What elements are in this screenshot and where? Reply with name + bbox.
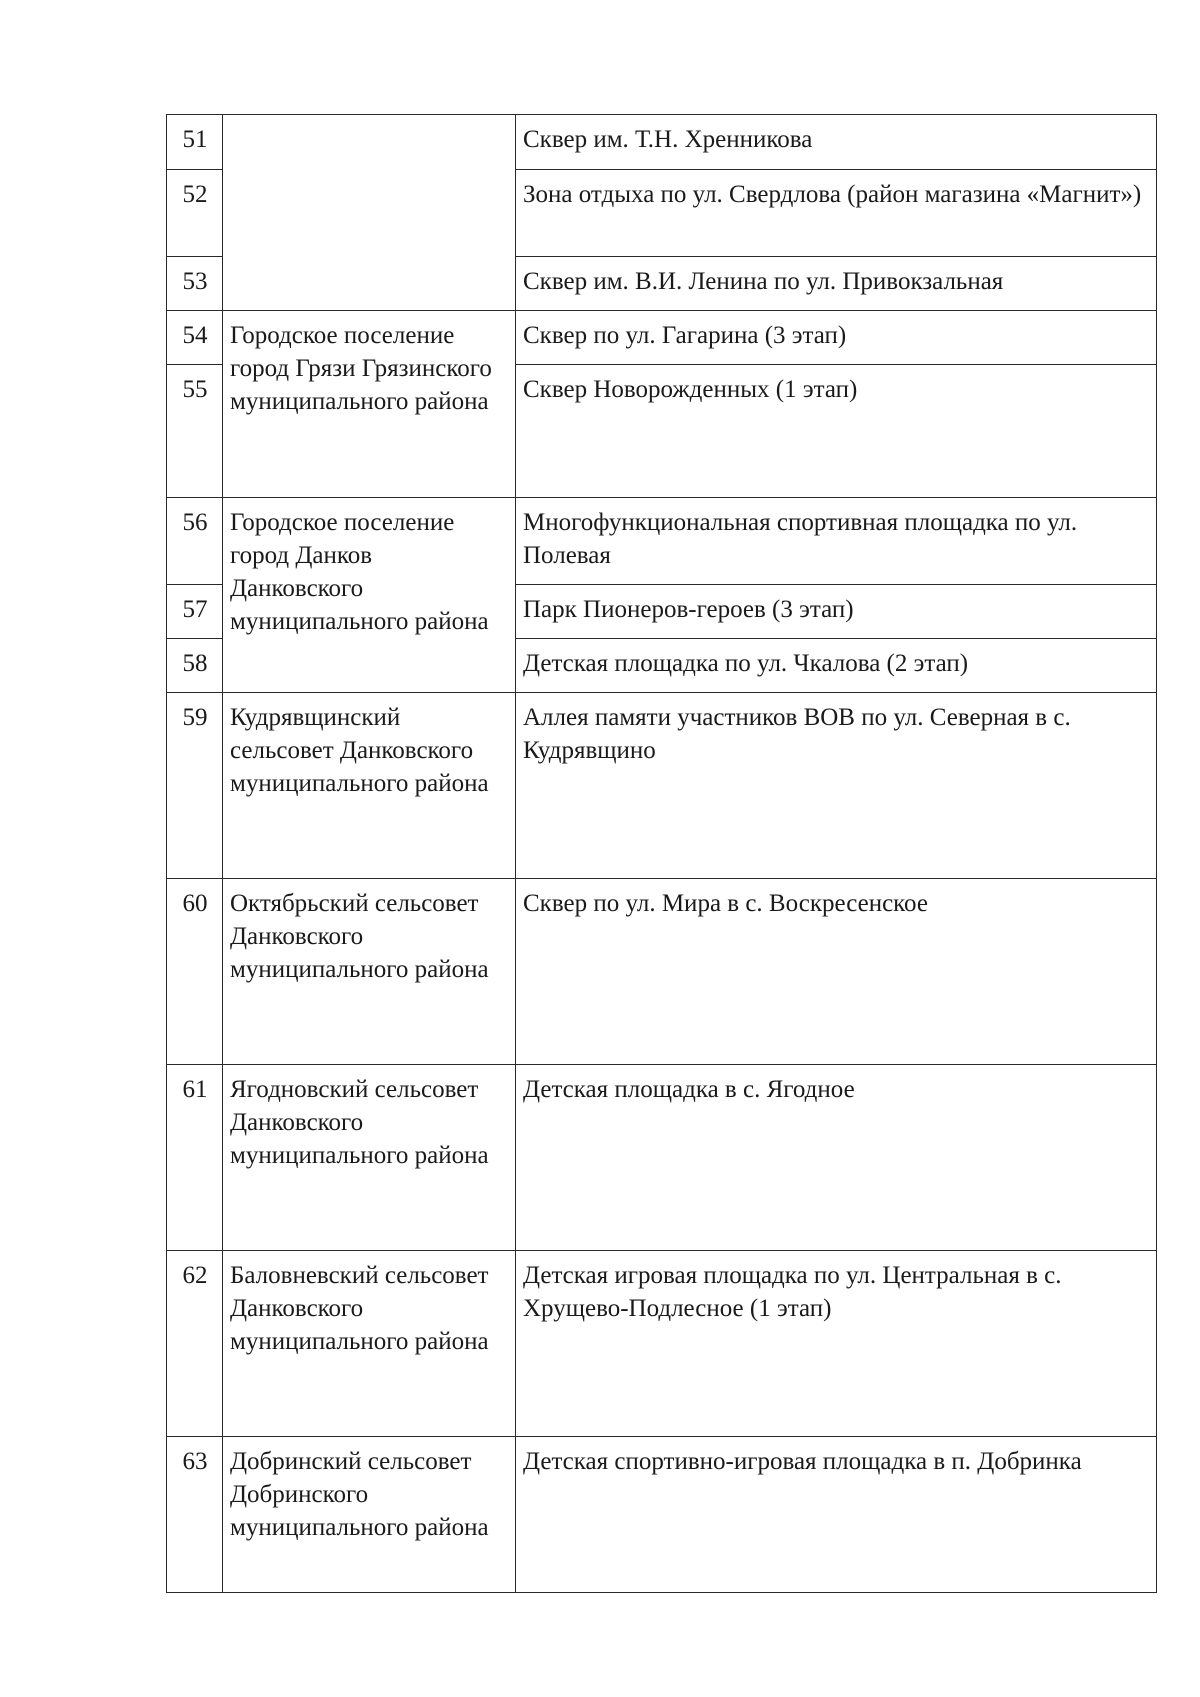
object-cell: Зона отдыха по ул. Свердлова (район магазина «Магнит») [516,170,1157,257]
row-number: 57 [167,585,223,639]
row-number: 63 [167,1437,223,1593]
municipality-cell: Баловневский сельсовет Данковского муниципального района [223,1251,516,1437]
row-number: 60 [167,879,223,1065]
objects-table [166,114,1157,1593]
object-cell: Детская площадка по ул. Чкалова (2 этап) [516,639,1157,693]
row-number: 53 [167,257,223,311]
row-number: 52 [167,170,223,257]
row-number: 59 [167,693,223,879]
object-cell: Сквер Новорожденных (1 этап) [516,365,1157,498]
object-cell: Сквер им. Т.Н. Хренникова [516,115,1157,170]
table-row [167,693,1157,879]
table-row [167,498,1157,585]
row-number: 55 [167,365,223,498]
object-cell: Сквер по ул. Мира в с. Воскресенское [516,879,1157,1065]
municipality-cell: Октябрьский сельсовет Данковского муниципального района [223,879,516,1065]
row-number: 51 [167,115,223,170]
municipality-cell: Кудрявщинский сельсовет Данковского муниципального района [223,693,516,879]
object-cell: Детская спортивно-игровая площадка в п. Добринка [516,1437,1157,1593]
object-cell: Аллея памяти участников ВОВ по ул. Северная в с. Кудрявщино [516,693,1157,879]
object-cell: Детская игровая площадка по ул. Центральная в с. Хрущево-Подлесное (1 этап) [516,1251,1157,1437]
row-number: 58 [167,639,223,693]
municipality-cell [223,115,516,311]
object-cell: Детская площадка в с. Ягодное [516,1065,1157,1251]
municipality-cell: Городское поселение город Данков Данковского муниципального района [223,498,516,693]
table-row [167,311,1157,365]
table-row [167,1065,1157,1251]
object-cell: Сквер им. В.И. Ленина по ул. Привокзальная [516,257,1157,311]
object-cell: Парк Пионеров-героев (3 этап) [516,585,1157,639]
row-number: 61 [167,1065,223,1251]
row-number: 54 [167,311,223,365]
table-row [167,1437,1157,1593]
municipality-cell: Ягодновский сельсовет Данковского муниципального района [223,1065,516,1251]
table-row [167,115,1157,170]
object-cell: Сквер по ул. Гагарина (3 этап) [516,311,1157,365]
municipality-cell: Добринский сельсовет Добринского муниципального района [223,1437,516,1593]
row-number: 62 [167,1251,223,1437]
object-cell: Многофункциональная спортивная площадка по ул. Полевая [516,498,1157,585]
row-number: 56 [167,498,223,585]
municipality-cell: Городское поселение город Грязи Грязинского муниципального района [223,311,516,498]
table-row [167,879,1157,1065]
table-row [167,1251,1157,1437]
